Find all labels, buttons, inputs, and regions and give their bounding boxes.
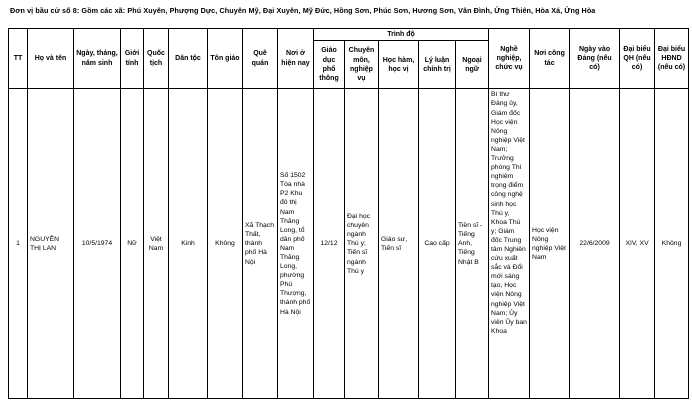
col-header-professional: Chuyên môn, nghiệp vụ [345,41,379,89]
col-header-party-join-date: Ngày vào Đảng (nếu có) [570,29,620,89]
cell-hometown: Xã Thạch Thất, thành phố Hà Nội [243,89,278,399]
col-header-full-name: Họ và tên [28,29,74,89]
cell-nationality: Việt Nam [144,89,169,399]
col-header-occupation: Nghề nghiệp, chức vụ [489,29,530,89]
cell-political-theory: Cao cấp [419,89,456,399]
col-header-residence: Nơi ở hiện nay [278,29,314,89]
cell-gender: Nữ [121,89,144,399]
cell-party-join-date: 22/6/2009 [570,89,620,399]
col-header-general-education: Giáo dục phổ thông [314,41,345,89]
col-header-council-deputy: Đại biểu HĐND (nếu có) [655,29,689,89]
col-group-header-qualifications: Trình độ [314,29,489,41]
cell-workplace: Học viện Nông nghiệp Việt Nam [530,89,570,399]
col-header-gender: Giới tính [121,29,144,89]
cell-occupation: Bí thư Đảng ủy, Giám đốc Học viện Nông nghiệp Việt Nam; Trưởng phòng Thí nghiệm trọng điểm công nghệ sinh học Thú y, Khoa Thú y; Giám đốc Trung tâm Nghiên cứu xuất sắc và Đổi mới sáng tạo, Học viện Nông nghiệp Việt Nam; Ủy viên Ủy ban Khoa [489,89,530,399]
col-header-religion: Tôn giáo [208,29,243,89]
cell-ethnicity: Kinh [169,89,208,399]
col-header-foreign-language: Ngoại ngữ [456,41,489,89]
col-header-political-theory: Lý luận chính trị [419,41,456,89]
cell-tt: 1 [9,89,28,399]
col-header-na-deputy: Đại biểu QH (nếu có) [620,29,655,89]
election-unit-title: Đơn vị bầu cử số 8: Gồm các xã: Phú Xuyên, Phượng Dực, Chuyên Mỹ, Đại Xuyên, Mỹ Đức, Hồng Sơn, Phúc Sơn, Hương Sơn, Vân Đình, Ứng Thiên, Hòa Xá, Ứng Hòa [10,6,596,15]
col-header-ethnicity: Dân tộc [169,29,208,89]
cell-full-name: NGUYỄN THỊ LAN [28,89,74,399]
cell-professional: Đại học chuyên ngành Thú y; Tiến sĩ ngành Thú y [345,89,379,399]
col-header-birth-date: Ngày, tháng, năm sinh [74,29,121,89]
cell-residence: Số 1502 Tòa nhà P2 Khu đô thị Nam Thăng Long, tổ dân phố Nam Thăng Long, phường Phú Thượng, thành phố Hà Nội [278,89,314,399]
cell-council-deputy: Không [655,89,689,399]
cell-academic-title: Giáo sư, Tiến sĩ [379,89,419,399]
cell-general-education: 12/12 [314,89,345,399]
cell-na-deputy: XIV, XV [620,89,655,399]
col-header-academic-title: Học hàm, học vị [379,41,419,89]
cell-religion: Không [208,89,243,399]
col-header-nationality: Quốc tịch [144,29,169,89]
cell-birth-date: 10/5/1974 [74,89,121,399]
cell-foreign-language: Tiền sĩ - Tiếng Anh, Tiếng Nhật B [456,89,489,399]
candidate-row [9,89,689,399]
col-header-workplace: Nơi công tác [530,29,570,89]
col-header-hometown: Quê quán [243,29,278,89]
candidates-table [8,28,689,399]
col-header-tt: TT [9,29,28,89]
